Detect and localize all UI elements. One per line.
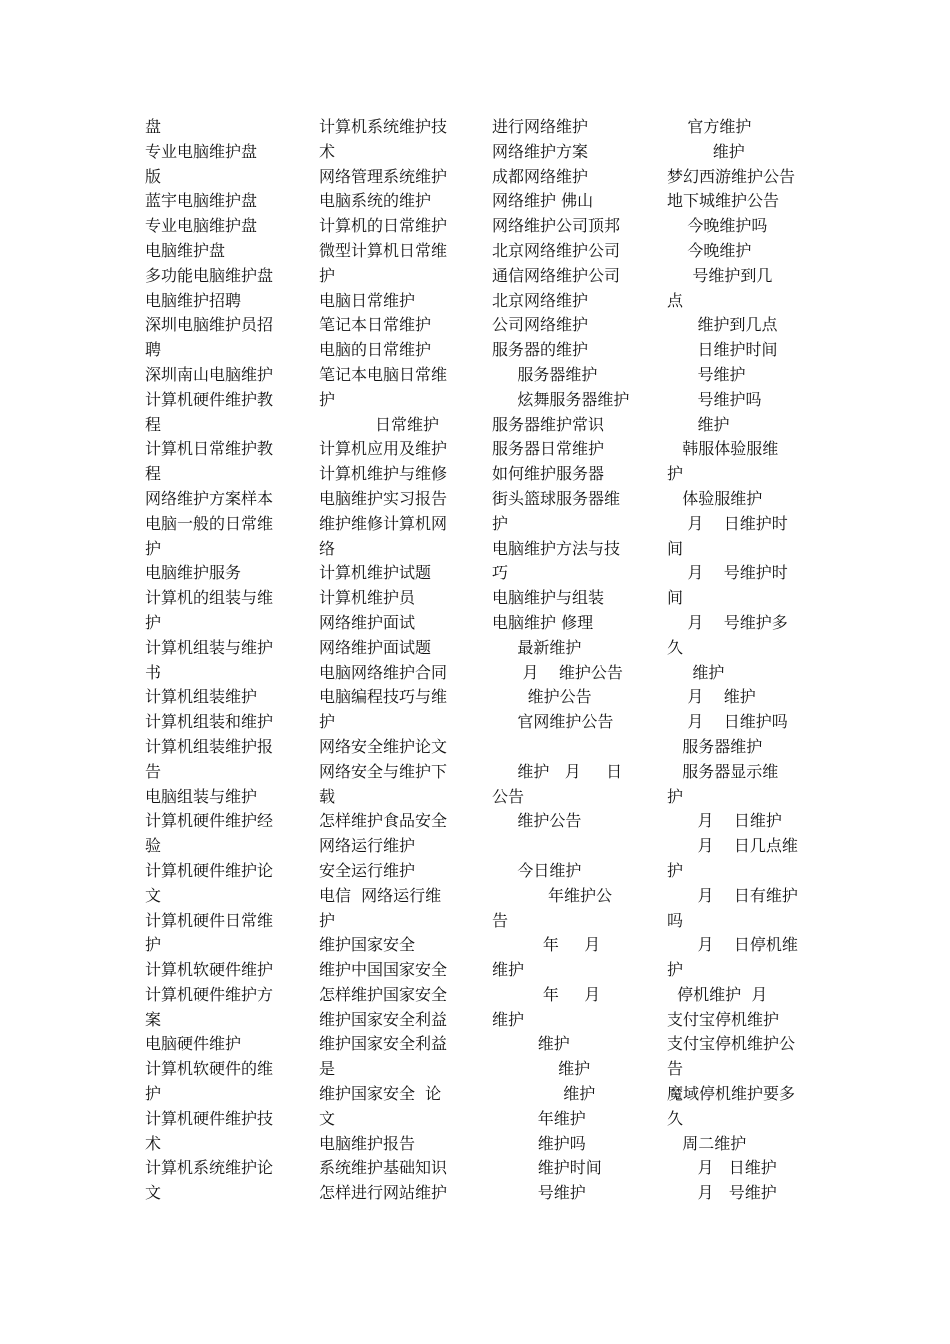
text-column-3 (492, 115, 634, 1206)
text-line: 术 (319, 141, 336, 161)
text-line: 今日维护 (492, 860, 582, 880)
text-column-1 (145, 115, 287, 1206)
text-line: 怎样维护食品安全 (319, 811, 448, 831)
text-line: 护 (145, 935, 162, 955)
text-line: 计算机系统维护论 (145, 1158, 274, 1178)
text-line: 维护公告 (492, 811, 582, 831)
text-line: 公告 (492, 786, 525, 806)
text-line: 电脑维护与组装 (492, 588, 605, 608)
text-line: 维护 (667, 141, 745, 161)
text-line: 程 (145, 414, 162, 434)
text-line: 服务器的维护 (492, 340, 589, 360)
text-line: 网络维护面试题 (319, 637, 432, 657)
text-line: 计算机硬件维护经 (145, 811, 274, 831)
text-line: 支付宝停机维护 (667, 1009, 780, 1029)
text-line: 网络管理系统维护 (319, 166, 448, 186)
text-line: 服务器显示维 (667, 761, 779, 781)
text-line: 韩服体验服维 (667, 439, 779, 459)
text-line: 维护 (492, 1059, 591, 1079)
text-line: 计算机日常维护教 (145, 439, 274, 459)
text-line: 年 月 (492, 935, 601, 955)
text-line: 是 (319, 1059, 336, 1079)
text-line: 月 日停机维 (667, 935, 798, 955)
text-line: 月 维护公告 (492, 662, 623, 682)
text-line: 护 (667, 786, 684, 806)
text-line: 程 (145, 464, 162, 484)
text-line: 计算机软硬件维护 (145, 960, 274, 980)
text-line: 络 (319, 538, 336, 558)
text-line: 护 (319, 910, 336, 930)
text-line: 网络维护面试 (319, 612, 416, 632)
text-line: 计算机硬件维护技 (145, 1108, 274, 1128)
text-line: 护 (145, 612, 162, 632)
text-line: 月 日维护 (667, 811, 782, 831)
text-line: 间 (667, 538, 684, 558)
text-line: 计算机组装与维护 (145, 637, 274, 657)
text-line: 今晚维护 (667, 240, 752, 260)
text-line: 日常维护 (319, 414, 439, 434)
text-line: 护 (145, 1084, 162, 1104)
text-line: 维护 (667, 662, 725, 682)
text-line: 怎样维护国家安全 (319, 984, 448, 1004)
text-line: 月 号维护时 (667, 563, 788, 583)
text-line: 维护时间 (492, 1158, 602, 1178)
text-line: 维护国家安全 论 (319, 1084, 442, 1104)
text-line: 网络运行维护 (319, 836, 416, 856)
text-line: 维护 (492, 1009, 525, 1029)
text-line: 体验服维护 (667, 488, 763, 508)
text-line: 年维护公 (492, 885, 612, 905)
text-line: 巧 (492, 563, 509, 583)
text-line: 电脑维护实习报告 (319, 488, 448, 508)
text-line: 计算机的日常维护 (319, 216, 448, 236)
text-line: 服务器维护 (667, 736, 763, 756)
text-line: 电信 网络运行维 (319, 885, 442, 905)
text-line: 护 (667, 464, 684, 484)
text-line: 怎样进行网站维护 (319, 1183, 448, 1203)
text-line: 盘 (145, 117, 162, 136)
text-line: 深圳南山电脑维护 (145, 364, 274, 384)
text-line: 计算机组装维护报 (145, 736, 274, 756)
text-line: 验 (145, 836, 162, 856)
text-line: 维护 (492, 960, 525, 980)
text-line: 维护 (492, 1084, 596, 1104)
text-line: 多功能电脑维护盘 (145, 265, 274, 285)
text-line: 计算机硬件维护方 (145, 984, 274, 1004)
text-line: 月 号维护多 (667, 612, 788, 632)
text-line: 官方维护 (667, 117, 752, 136)
text-line: 久 (667, 637, 684, 657)
text-line: 年 月 (492, 984, 601, 1004)
text-line: 维护 月 日 (492, 761, 623, 781)
text-line: 号维护到几 (667, 265, 773, 285)
text-line: 电脑网络维护合同 (319, 662, 448, 682)
text-line: 服务器维护常识 (492, 414, 605, 434)
text-line: 魔域停机维护要多 (667, 1084, 796, 1104)
text-line: 计算机应用及维护 (319, 439, 448, 459)
text-line: 维护国家安全 (319, 935, 416, 955)
text-line: 护 (667, 960, 684, 980)
text-line: 月 日几点维 (667, 836, 798, 856)
text-line: 维护吗 (492, 1133, 586, 1153)
text-line: 日维护时间 (667, 340, 778, 360)
text-line: 电脑一般的日常维 (145, 513, 274, 533)
text-line: 电脑系统的维护 (319, 191, 432, 211)
text-line: 通信网络维护公司 (492, 265, 621, 285)
text-line (492, 735, 634, 760)
text-line: 停机维护 月 (667, 984, 768, 1004)
text-line: 电脑维护报告 (319, 1133, 416, 1153)
text-line: 系统维护基础知识 (319, 1158, 448, 1178)
text-line: 号维护吗 (667, 389, 762, 409)
text-line: 计算机软硬件的维 (145, 1059, 274, 1079)
text-line: 电脑组装与维护 (145, 786, 258, 806)
text-line: 计算机硬件日常维 (145, 910, 274, 930)
text-line: 维护维修计算机网 (319, 513, 448, 533)
text-line: 成都网络维护 (492, 166, 589, 186)
text-line: 计算机维护与维修 (319, 464, 448, 484)
text-line: 护 (319, 265, 336, 285)
text-line: 电脑日常维护 (319, 290, 416, 310)
text-line: 周二维护 (667, 1133, 747, 1153)
text-line: 文 (145, 885, 162, 905)
text-line: 护 (145, 538, 162, 558)
text-line: 计算机系统维护技 (319, 117, 448, 136)
text-column-4 (667, 115, 809, 1206)
text-line: 安全运行维护 (319, 860, 416, 880)
text-line: 号维护 (492, 1183, 586, 1203)
text-line: 月 日维护 (667, 1158, 777, 1178)
text-line: 计算机组装和维护 (145, 712, 274, 732)
text-line: 号维护 (667, 364, 746, 384)
text-line: 电脑的日常维护 (319, 340, 432, 360)
text-line: 护 (667, 860, 684, 880)
text-line: 服务器维护 (492, 364, 598, 384)
text-line: 支付宝停机维护公 (667, 1034, 796, 1054)
text-line: 月 维护 (667, 687, 756, 707)
text-line: 年维护 (492, 1108, 586, 1128)
text-line: 计算机组装维护 (145, 687, 258, 707)
text-line: 维护 (667, 414, 730, 434)
text-line: 月 日维护时 (667, 513, 788, 533)
text-line: 维护公告 (492, 687, 592, 707)
text-line: 载 (319, 786, 336, 806)
text-line: 电脑编程技巧与维 (319, 687, 448, 707)
text-line: 电脑维护招聘 (145, 290, 242, 310)
text-line: 文 (145, 1183, 162, 1203)
text-line: 护 (319, 712, 336, 732)
text-line: 告 (667, 1059, 684, 1079)
text-line: 服务器日常维护 (492, 439, 605, 459)
text-line: 网络安全与维护下 (319, 761, 448, 781)
text-line: 月 日维护吗 (667, 712, 788, 732)
text-line: 护 (492, 513, 509, 533)
text-line: 网络安全维护论文 (319, 736, 448, 756)
text-line: 网络维护方案样本 (145, 488, 274, 508)
text-line: 炫舞服务器维护 (492, 389, 630, 409)
text-line: 电脑维护方法与技 (492, 538, 621, 558)
text-line: 吗 (667, 910, 684, 930)
text-line: 网络维护 佛山 (492, 191, 594, 211)
text-line: 告 (492, 910, 509, 930)
text-line: 进行网络维护 (492, 117, 589, 136)
text-line: 维护到几点 (667, 315, 778, 335)
text-line: 维护中国国家安全 (319, 960, 448, 980)
text-line: 计算机维护员 (319, 588, 416, 608)
text-column-2 (319, 115, 461, 1206)
text-line: 网络维护公司顶邦 (492, 216, 621, 236)
text-line: 笔记本电脑日常维 (319, 364, 448, 384)
text-line: 北京网络维护 (492, 290, 589, 310)
text-line: 专业电脑维护盘 (145, 141, 258, 161)
text-line: 今晚维护吗 (667, 216, 768, 236)
text-line: 维护 (492, 1034, 570, 1054)
text-line: 月 号维护 (667, 1183, 777, 1203)
text-line: 点 (667, 290, 684, 310)
text-line: 聘 (145, 340, 162, 360)
text-line: 告 (145, 761, 162, 781)
text-line: 书 (145, 662, 162, 682)
text-line: 维护国家安全利益 (319, 1009, 448, 1029)
text-line: 笔记本日常维护 (319, 315, 432, 335)
text-line (492, 834, 634, 859)
text-line: 北京网络维护公司 (492, 240, 621, 260)
text-line: 术 (145, 1133, 162, 1153)
text-line: 梦幻西游维护公告 (667, 166, 796, 186)
text-line: 案 (145, 1009, 162, 1029)
text-line: 官网维护公告 (492, 712, 614, 732)
text-line: 深圳电脑维护员招 (145, 315, 274, 335)
text-line: 最新维护 (492, 637, 582, 657)
text-line: 文 (319, 1108, 336, 1128)
text-line: 计算机维护试题 (319, 563, 432, 583)
text-line: 计算机的组装与维 (145, 588, 274, 608)
text-line: 网络维护方案 (492, 141, 589, 161)
text-line: 专业电脑维护盘 (145, 216, 258, 236)
text-line: 公司网络维护 (492, 315, 589, 335)
text-line: 计算机硬件维护教 (145, 389, 274, 409)
text-line: 微型计算机日常维 (319, 240, 448, 260)
text-line: 蓝宇电脑维护盘 (145, 191, 258, 211)
text-line: 间 (667, 588, 684, 608)
text-line: 维护国家安全利益 (319, 1034, 448, 1054)
text-line: 月 日有维护 (667, 885, 798, 905)
text-line: 护 (319, 389, 336, 409)
text-line: 如何维护服务器 (492, 464, 605, 484)
text-line: 版 (145, 166, 162, 186)
text-line: 计算机硬件维护论 (145, 860, 274, 880)
text-line: 街头篮球服务器维 (492, 488, 621, 508)
text-line: 电脑硬件维护 (145, 1034, 242, 1054)
text-line: 电脑维护 修理 (492, 612, 594, 632)
text-line: 地下城维护公告 (667, 191, 780, 211)
text-line: 电脑维护服务 (145, 563, 242, 583)
text-line: 久 (667, 1108, 684, 1128)
text-line: 电脑维护盘 (145, 240, 226, 260)
